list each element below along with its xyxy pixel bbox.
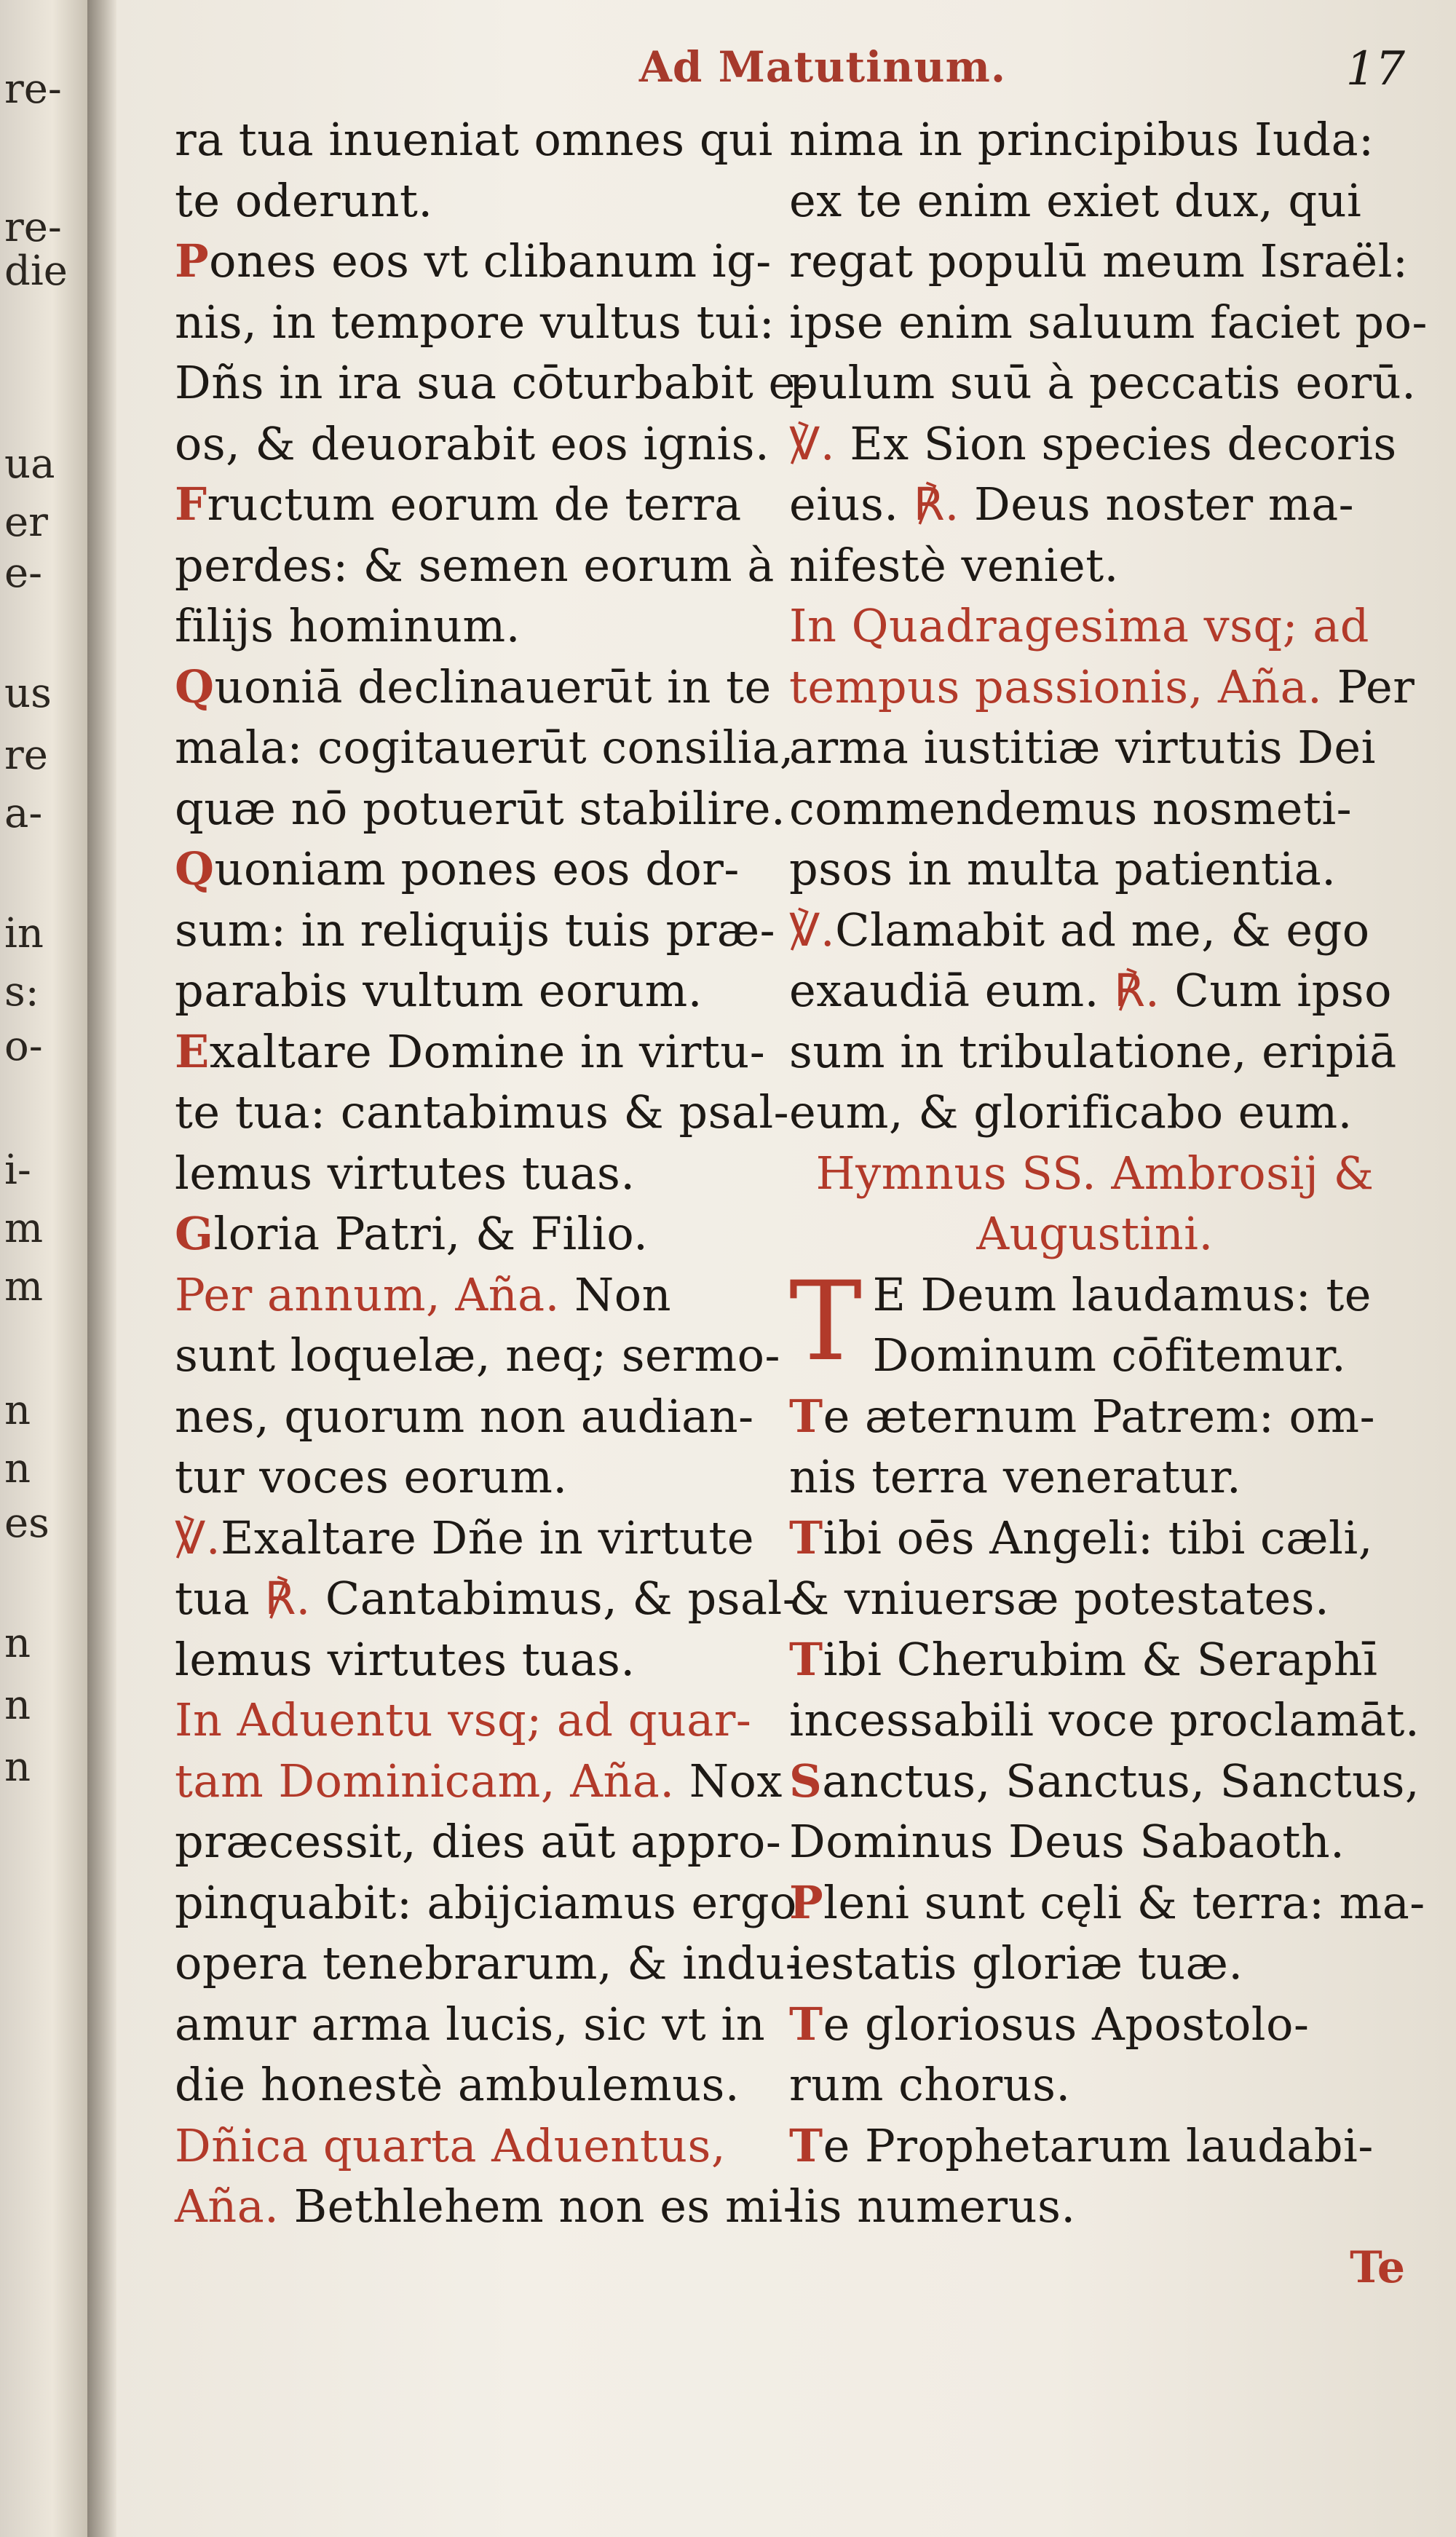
- line-text: iestatis gloriæ tuæ.: [789, 1936, 1243, 1990]
- text-line: [789, 2116, 1401, 2177]
- line-text: Dominus Deus Sabaoth.: [789, 1815, 1345, 1868]
- rubric-text: In Quadragesima vsq; ad: [789, 599, 1369, 652]
- text-line: [789, 717, 1401, 778]
- line-text: os, & deuorabit eos ignis.: [175, 416, 770, 470]
- left-column: [175, 109, 812, 2237]
- line-text: leni sunt cęli & terra: ma-: [823, 1875, 1425, 1929]
- line-text: e gloriosus Apostolo-: [823, 1997, 1310, 2051]
- margin-fragment: e-: [4, 550, 43, 597]
- line-text: sum in tribulatione, eripiā: [789, 1024, 1397, 1078]
- line-text: Clamabit ad me, & ego: [835, 903, 1370, 957]
- line-text: ibi oēs Angeli: tibi cæli,: [823, 1511, 1373, 1564]
- line-text: nes, quorum non audian-: [175, 1389, 754, 1443]
- line-text: pinquabit: abijciamus ergo: [175, 1875, 797, 1929]
- line-text: die honestè ambulemus.: [175, 2058, 740, 2111]
- text-line: [175, 413, 770, 475]
- book-page: [116, 0, 1456, 2537]
- right-column-bottom: [789, 1386, 1425, 2237]
- initial-capital: P: [175, 234, 210, 288]
- initial-capital: P: [789, 1875, 824, 1929]
- line-text: ibi Cherubim & Seraphī: [823, 1632, 1378, 1686]
- rubric-text: tam Dominicam, Aña.: [175, 1754, 675, 1808]
- line-text: uoniā declinauerūt in te: [214, 660, 772, 713]
- line-text: tua: [175, 1572, 265, 1625]
- text-line: [789, 1811, 1401, 1872]
- text-line: [789, 1690, 1420, 1751]
- text-line: [789, 109, 1401, 170]
- line-text: amur arma lucis, sic vt in: [175, 1997, 766, 2051]
- text-line: [175, 657, 772, 718]
- text-line: [175, 1872, 797, 1934]
- margin-fragment: re: [4, 732, 48, 779]
- line-text: Ex Sion species decoris: [835, 416, 1397, 470]
- margin-fragment: o-: [4, 1023, 43, 1070]
- line-text: Cum ipso: [1160, 964, 1392, 1017]
- line-text: nima in principibus Iuda:: [789, 113, 1374, 166]
- text-line: [175, 717, 794, 778]
- rubric-text: tempus passionis, Aña.: [789, 660, 1323, 713]
- line-text: incessabili voce proclamāt.: [789, 1693, 1420, 1746]
- line-text: exaudiā eum.: [789, 964, 1115, 1017]
- margin-fragment: n: [4, 1744, 31, 1791]
- rubric-text: ℟.: [913, 478, 960, 531]
- initial-capital: T: [789, 1511, 823, 1564]
- rubric-text: Dñica quarta Aduentus,: [175, 2118, 727, 2172]
- line-text: te oderunt.: [175, 173, 433, 227]
- text-line: [789, 778, 1401, 839]
- text-line: [789, 900, 1401, 961]
- text-line: [175, 1811, 782, 1872]
- initial-capital: E: [175, 1024, 210, 1078]
- line-text: mala: cogitauerūt consilia,: [175, 721, 794, 774]
- initial-capital: F: [175, 478, 207, 531]
- line-text: eum, & glorificabo eum.: [789, 1085, 1353, 1139]
- line-text: nis terra veneratur.: [789, 1450, 1242, 1503]
- catchword: Te: [1350, 2242, 1405, 2293]
- text-line: [175, 900, 776, 961]
- line-text: eius.: [789, 478, 914, 531]
- text-line: [175, 1568, 799, 1629]
- text-line: [175, 1143, 757, 1204]
- text-line: [175, 170, 757, 231]
- running-head: Ad Matutinum.: [638, 42, 1007, 92]
- text-line: [175, 778, 786, 839]
- line-text: Dñs in ira sua cōturbabit e-: [175, 356, 812, 409]
- previous-page-edge: [0, 0, 87, 2537]
- text-line: [789, 1629, 1401, 1690]
- line-text: parabis vultum eorum.: [175, 964, 703, 1017]
- text-line: [175, 1933, 802, 1994]
- text-line: [789, 170, 1401, 231]
- line-text: Per: [1322, 660, 1415, 713]
- text-line: [789, 2054, 1401, 2116]
- rubric-text: Aña.: [175, 2180, 280, 2233]
- text-line: [175, 960, 757, 1021]
- text-line: [789, 1933, 1401, 1994]
- initial-capital: Q: [175, 660, 215, 713]
- text-line: [789, 2176, 1401, 2237]
- margin-fragment: m: [4, 1205, 44, 1252]
- text-line: [175, 2054, 757, 2116]
- rubric-text: ℟.: [264, 1572, 311, 1625]
- line-text: loria Patri, & Filio.: [213, 1207, 649, 1260]
- line-text: e Prophetarum laudabi-: [823, 2118, 1374, 2172]
- text-line: [789, 413, 1401, 475]
- line-text: commendemus nosmeti-: [789, 781, 1353, 835]
- line-text: filijs hominum.: [175, 599, 521, 652]
- line-text: xaltare Domine in virtu-: [209, 1024, 766, 1078]
- rubric-text: ℣.: [175, 1511, 221, 1564]
- line-text: perdes: & semen eorum à: [175, 538, 775, 592]
- margin-fragment: es: [4, 1500, 50, 1547]
- text-line: [175, 1994, 766, 2055]
- rubric-text: ℟.: [1114, 964, 1160, 1017]
- margin-fragment: re-: [4, 204, 62, 251]
- text-line: [175, 1508, 757, 1569]
- margin-fragment: ua: [4, 440, 55, 488]
- line-text: ipse enim saluum faciet po-: [789, 295, 1428, 349]
- text-line: [789, 1446, 1401, 1508]
- line-text: ra tua inueniat omnes qui: [175, 113, 773, 166]
- line-text: & vniuersæ potestates.: [789, 1572, 1330, 1625]
- text-line: [175, 1021, 766, 1083]
- text-line: [789, 292, 1428, 353]
- text-line: [175, 1446, 757, 1508]
- line-text: Nox: [674, 1754, 783, 1808]
- margin-fragment: us: [4, 670, 52, 717]
- page-number: 17: [1345, 42, 1405, 96]
- line-text: Exaltare Dñe in virtute: [221, 1511, 755, 1564]
- text-line: [175, 1690, 757, 1751]
- text-line: [175, 1203, 757, 1264]
- text-line: [789, 1994, 1401, 2055]
- text-line: [789, 474, 1401, 535]
- initial-capital: T: [789, 1997, 823, 2051]
- text-line: [789, 595, 1401, 657]
- margin-fragment: m: [4, 1263, 44, 1310]
- line-text: Deus noster ma-: [959, 478, 1355, 531]
- text-line: [789, 839, 1401, 900]
- line-text: Cantabimus, & psal-: [310, 1572, 799, 1625]
- initial-capital: T: [789, 1389, 823, 1443]
- line-text: sunt loquelæ, neq; sermo-: [175, 1329, 780, 1382]
- line-text: rum chorus.: [789, 2058, 1071, 2111]
- line-text: e æternum Patrem: om-: [823, 1389, 1376, 1443]
- line-text: Bethlehem non es mi-: [279, 2180, 799, 2233]
- line-text: tur voces eorum.: [175, 1450, 568, 1503]
- initial-capital: T: [789, 2118, 823, 2172]
- margin-fragment: i-: [4, 1147, 31, 1194]
- initial-capital: T: [789, 1632, 823, 1686]
- text-line: [175, 535, 775, 596]
- text-line: [789, 231, 1409, 292]
- line-text: lemus virtutes tuas.: [175, 1146, 636, 1200]
- text-line: [175, 1629, 757, 1690]
- te-deum-line: E Deum laudamus: te: [872, 1267, 1372, 1321]
- margin-fragment: n: [4, 1387, 31, 1434]
- text-line: [789, 1751, 1420, 1812]
- te-deum-initial: T: [789, 1264, 863, 1385]
- text-line: [175, 2116, 757, 2177]
- line-text: nis, in tempore vultus tui:: [175, 295, 775, 349]
- margin-fragment: n: [4, 1445, 31, 1492]
- text-line: [789, 1021, 1401, 1083]
- line-text: præcessit, dies aūt appro-: [175, 1815, 782, 1868]
- rubric-text: ℣.: [789, 903, 836, 957]
- text-line: [175, 231, 772, 292]
- line-text: nifestè veniet.: [789, 538, 1119, 592]
- line-text: quæ nō potuerūt stabilire.: [175, 781, 786, 835]
- margin-fragment: a-: [4, 790, 43, 837]
- line-text: arma iustitiæ virtutis Dei: [789, 721, 1376, 774]
- text-line: [175, 1264, 757, 1326]
- line-text: opera tenebrarum, & indu-: [175, 1936, 802, 1990]
- text-line: [175, 839, 757, 900]
- margin-fragment: re-: [4, 66, 62, 113]
- line-text: Non: [559, 1267, 672, 1321]
- line-text: ructum eorum de terra: [207, 478, 742, 531]
- text-line: [175, 474, 757, 535]
- line-text: uoniam pones eos dor-: [214, 842, 740, 895]
- margin-fragment: die: [4, 248, 68, 295]
- text-line: [789, 535, 1401, 596]
- initial-capital: S: [789, 1754, 823, 1808]
- te-deum-opening: [789, 1264, 1401, 1386]
- te-deum-line: Dominum cōfitemur.: [872, 1329, 1347, 1382]
- rubric-text: In Aduentu vsq; ad quar-: [175, 1693, 752, 1746]
- text-line: [789, 1568, 1401, 1629]
- line-text: pulum suū à peccatis eorū.: [789, 356, 1417, 409]
- line-text: te tua: cantabimus & psal-: [175, 1085, 790, 1139]
- line-text: regat populū meum Israël:: [789, 234, 1409, 288]
- text-line: [175, 109, 773, 170]
- text-line: [175, 1082, 790, 1143]
- text-line: [789, 1082, 1401, 1143]
- text-line: [789, 1872, 1425, 1934]
- margin-fragment: er: [4, 499, 48, 546]
- margin-fragment: n: [4, 1620, 31, 1667]
- text-line: [789, 960, 1401, 1021]
- text-line: [789, 352, 1417, 413]
- text-line: [175, 1386, 757, 1447]
- text-line: [175, 1325, 780, 1386]
- hymn-title-line: Augustini.: [976, 1207, 1214, 1260]
- text-line: [175, 292, 775, 353]
- text-line: [175, 1751, 783, 1812]
- line-text: lis numerus.: [789, 2180, 1076, 2233]
- margin-fragment: s:: [4, 968, 39, 1016]
- line-text: ex te enim exiet dux, qui: [789, 173, 1362, 227]
- book-gutter: [87, 0, 116, 2537]
- line-text: sum: in reliquijs tuis præ-: [175, 903, 776, 957]
- text-line: [175, 2176, 799, 2237]
- line-text: ones eos vt clibanum ig-: [209, 234, 772, 288]
- hymn-title-line: Hymnus SS. Ambrosij &: [815, 1146, 1374, 1200]
- text-line: [789, 1508, 1401, 1569]
- margin-fragment: in: [4, 910, 44, 957]
- text-line: [789, 1386, 1401, 1447]
- initial-capital: G: [175, 1207, 214, 1260]
- rubric-text: Per annum, Aña.: [175, 1267, 560, 1321]
- right-column: [789, 109, 1428, 2237]
- rubric-text: ℣.: [789, 416, 836, 470]
- line-text: lemus virtutes tuas.: [175, 1632, 636, 1686]
- hymn-title: [789, 1143, 1401, 1264]
- text-line: [175, 352, 812, 413]
- text-line: [789, 657, 1415, 718]
- line-text: anctus, Sanctus, Sanctus,: [822, 1754, 1420, 1808]
- text-line: [175, 595, 757, 657]
- margin-fragment: n: [4, 1682, 31, 1729]
- initial-capital: Q: [175, 842, 215, 895]
- right-column-top: [789, 109, 1428, 1143]
- line-text: psos in multa patientia.: [789, 842, 1337, 895]
